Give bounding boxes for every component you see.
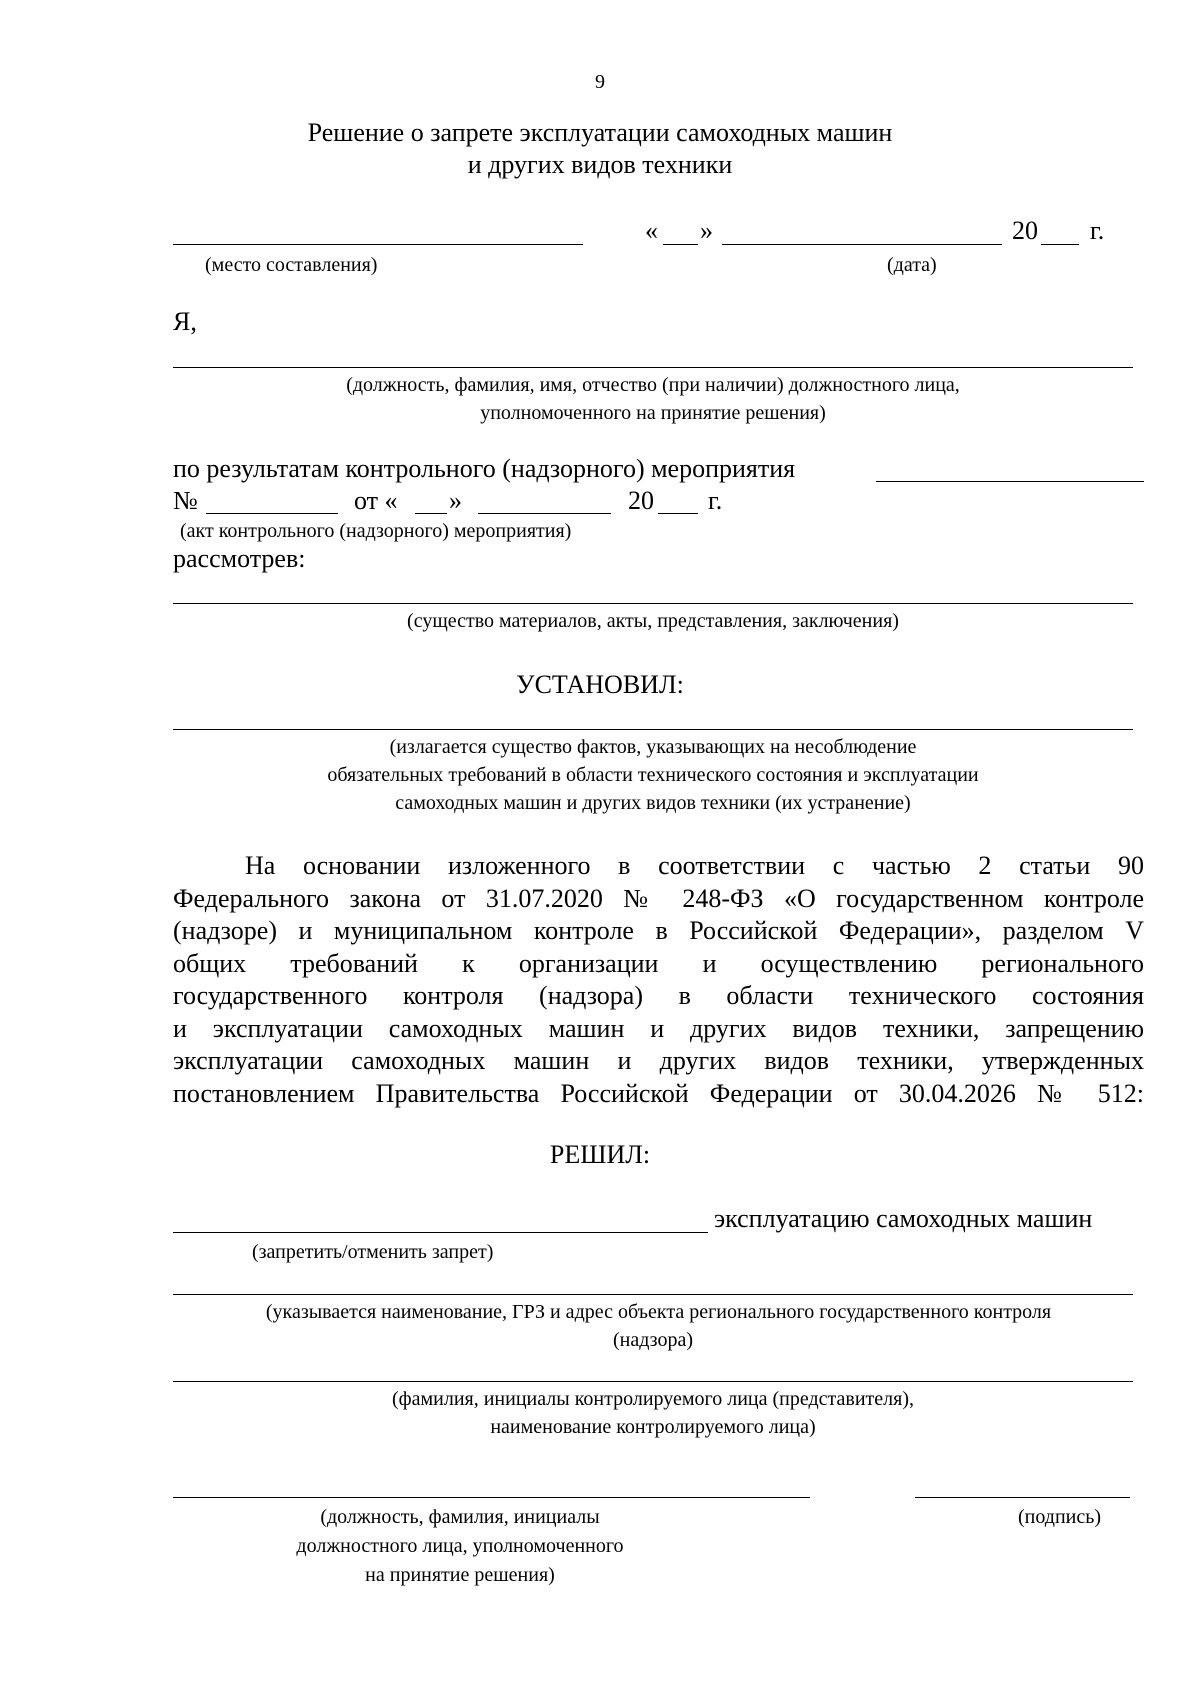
year-prefix: 20 [1012, 216, 1038, 245]
date-quote-open: « [645, 216, 658, 245]
place-caption: (место составления) [205, 254, 378, 276]
act-year-prefix: 20 [628, 486, 654, 515]
basis-line: и эксплуатации самоходных машин и других видов техники, запрещению [173, 1013, 1144, 1043]
act-year-suffix: г. [708, 486, 723, 515]
established-field-line [173, 729, 1133, 730]
established-caption-line-3: самоходных машин и других видов техники (их устранение) [395, 792, 911, 814]
object-caption-line-1: (указывается наименование, ГРЗ и адрес объекта регионального государственного контроля [265, 1301, 1052, 1323]
considered-label: рассмотрев: [173, 544, 306, 573]
document-title-line-2: и других видов техники [467, 150, 733, 179]
official-caption-line-2: уполномоченного на принятие решения) [480, 402, 826, 424]
official-caption-line-1: (должность, фамилия, имя, отчество (при наличии) должностного лица, [346, 374, 960, 396]
place-field-line [173, 244, 583, 245]
established-caption-line-1: (излагается существо фактов, указывающих на несоблюдение [389, 736, 917, 758]
established-heading: УСТАНОВИЛ: [516, 670, 684, 699]
object-caption-line-2: (надзора) [613, 1329, 693, 1351]
operation-text: эксплуатацию самоходных машин [714, 1204, 1093, 1233]
action-caption: (запретить/отменить запрет) [252, 1241, 494, 1263]
act-year-line [658, 513, 698, 514]
basis-line: эксплуатации самоходных машин и других видов техники, утвержденных [173, 1046, 1144, 1075]
basis-line: постановлением Правительства Российской Федерации от 30.04.2026 № 512: [173, 1078, 1144, 1108]
act-month-line [478, 513, 611, 514]
year-suffix: г. [1090, 216, 1105, 245]
signature-official-caption-line-3: на принятие решения) [365, 1564, 555, 1586]
basis-line: Федерального закона от 31.07.2020 № 248-ФЗ «О государственном контроле [173, 883, 1144, 913]
act-day-line [415, 513, 447, 514]
basis-line: (надзоре) и муниципальном контроле в Российской Федерации», разделом V [173, 916, 1144, 945]
document-title-line-1: Решение о запрете эксплуатации самоходных машин [307, 118, 893, 147]
inspection-text: по результатам контрольного (надзорного) мероприятия [173, 454, 796, 483]
person-caption-line-2: наименование контролируемого лица) [490, 1416, 816, 1438]
basis-paragraph [173, 850, 1144, 1110]
signature-field-line [915, 1497, 1130, 1498]
basis-line: государственного контроля (надзора) в области технического состояния [173, 981, 1144, 1010]
page-number: 9 [595, 71, 605, 93]
act-quote-close: » [449, 486, 462, 515]
object-field-line [173, 1294, 1133, 1295]
act-number-line [206, 513, 338, 514]
signature-official-caption-line-2: должностного лица, уполномоченного [296, 1535, 624, 1557]
date-quote-close: » [700, 216, 713, 245]
official-signature-field-line [173, 1497, 810, 1498]
inspection-field-line [876, 481, 1144, 482]
signature-caption: (подпись) [1018, 1506, 1102, 1528]
date-caption: (дата) [887, 254, 937, 276]
person-field-line [173, 1381, 1133, 1382]
action-field-line [173, 1232, 708, 1233]
year-field-line [1041, 244, 1079, 245]
number-sign: № [173, 486, 198, 515]
act-date-from: от « [354, 486, 398, 515]
basis-line: На основании изложенного в соответствии с частью 2 статьи 90 [245, 851, 1144, 880]
decided-heading: РЕШИЛ: [549, 1140, 651, 1169]
act-caption: (акт контрольного (надзорного) мероприятия) [180, 520, 572, 542]
official-field-line [173, 367, 1133, 368]
materials-field-line [173, 603, 1133, 604]
person-caption-line-1: (фамилия, инициалы контролируемого лица (представителя), [391, 1388, 914, 1410]
day-field-line [663, 244, 698, 245]
month-field-line [722, 244, 1002, 245]
established-caption-line-2: обязательных требований в области технического состояния и эксплуатации [327, 764, 979, 786]
official-lead: Я, [173, 307, 197, 336]
basis-line: общих требований к организации и осуществлению регионального [173, 948, 1144, 978]
signature-official-caption-line-1: (должность, фамилия, инициалы [320, 1506, 600, 1528]
materials-caption: (существо материалов, акты, представления, заключения) [407, 610, 899, 632]
